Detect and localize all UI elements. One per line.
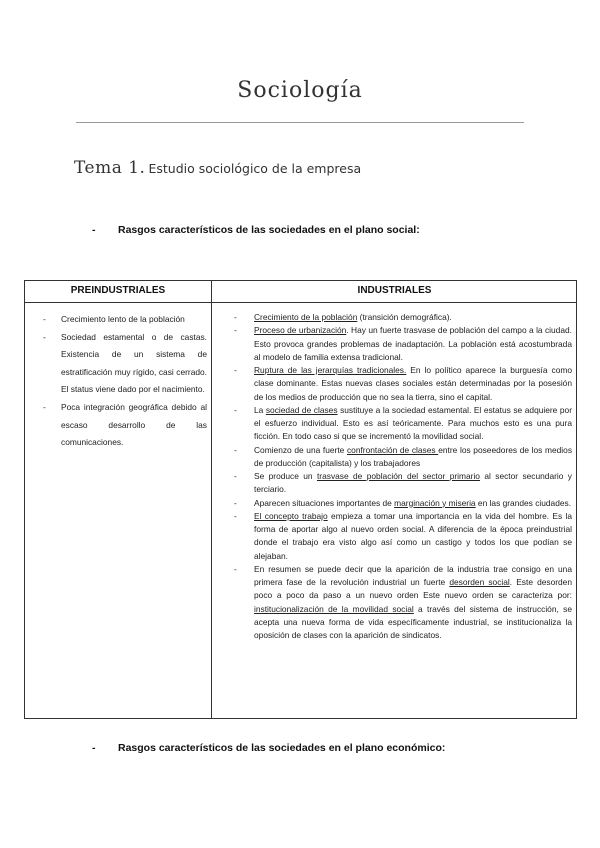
bullet-dash: - <box>92 742 96 754</box>
list-item: - La sociedad de clases sustituye a la sociedad estamental. El estatus se adquiere por el esfuerzo individual. Esto es así teóricamente. Para muchos esto es una pura ficción. En todo caso si que se incrementó la movilidad social. <box>230 404 572 444</box>
section-heading-text: Rasgos característicos de las sociedades en el plano económico: <box>118 742 446 754</box>
list-item: - Comienzo de una fuerte confrontación de clases entre los poseedores de los medios de producción (capitalista) y los trabajadores <box>230 444 572 471</box>
preindustrial-column <box>39 311 207 452</box>
list-item: - Se produce un trasvase de población del sector primario al sector secundario y terciario. <box>230 470 572 497</box>
bullet-dash: - <box>92 224 96 236</box>
section-heading-economic <box>92 742 445 754</box>
list-item: - Aparecen situaciones importantes de marginación y miseria en las grandes ciudades. <box>230 497 572 510</box>
topic-label: Tema 1. <box>74 158 146 178</box>
list-item: - Poca integración geográfica debido al escaso desarrollo de las comunicaciones. <box>39 399 207 452</box>
comparison-table <box>24 280 577 719</box>
list-item: - El concepto trabajo empieza a tomar una importancia en la vida del hombre. Es la forma de aportar algo al nuevo orden social. A diferencia de la época preindustrial donde el trabajo era visto algo así como un castigo y todos los que podían se alejaban. <box>230 510 572 563</box>
topic-heading <box>74 158 361 178</box>
header-industriales: INDUSTRIALES <box>357 285 432 296</box>
section-heading-social <box>92 224 420 236</box>
list-item: - Ruptura de las jerarquías tradicionales. En lo político aparece la burguesía como clase dominante. Estas nuevas clases sociales están determinadas por la posesión de los medios de producción que no sea la tierra, sino el capital. <box>230 364 572 404</box>
title-divider <box>76 122 524 123</box>
industrial-column <box>230 311 572 642</box>
list-item: - Sociedad estamental o de castas. Existencia de un sistema de estratificación muy rígido, casi cerrado. El status viene dado por el nacimiento. <box>39 329 207 399</box>
list-item: - Crecimiento de la población (transición demográfica). <box>230 311 572 324</box>
header-preindustriales: PREINDUSTRIALES <box>70 285 166 296</box>
list-item: - Crecimiento lento de la población <box>39 311 207 329</box>
list-item: - En resumen se puede decir que la aparición de la industria trae consigo en una primera fase de la revolución industrial un fuerte desorden social. Este desorden poco a poco da paso a un nuevo orden Este nuevo orden se caracteriza por: institucionalización de la movilidad social a través del sistema de instrucción, se acepta una nueva forma de vida específicamente industrial, se institucionaliza la oposición de clases con la aparición de sindicatos. <box>230 563 572 643</box>
section-heading-text: Rasgos característicos de las sociedades en el plano social: <box>118 224 420 236</box>
column-divider <box>211 281 212 718</box>
page-title: Sociología <box>237 78 363 103</box>
list-item: - Proceso de urbanización. Hay un fuerte trasvase de población del campo a la ciudad. Esto provoca grandes problemas de inadaptación. La población está acostumbrada al modelo de familia extensa tradicional. <box>230 324 572 364</box>
topic-title: Estudio sociológico de la empresa <box>148 161 362 176</box>
